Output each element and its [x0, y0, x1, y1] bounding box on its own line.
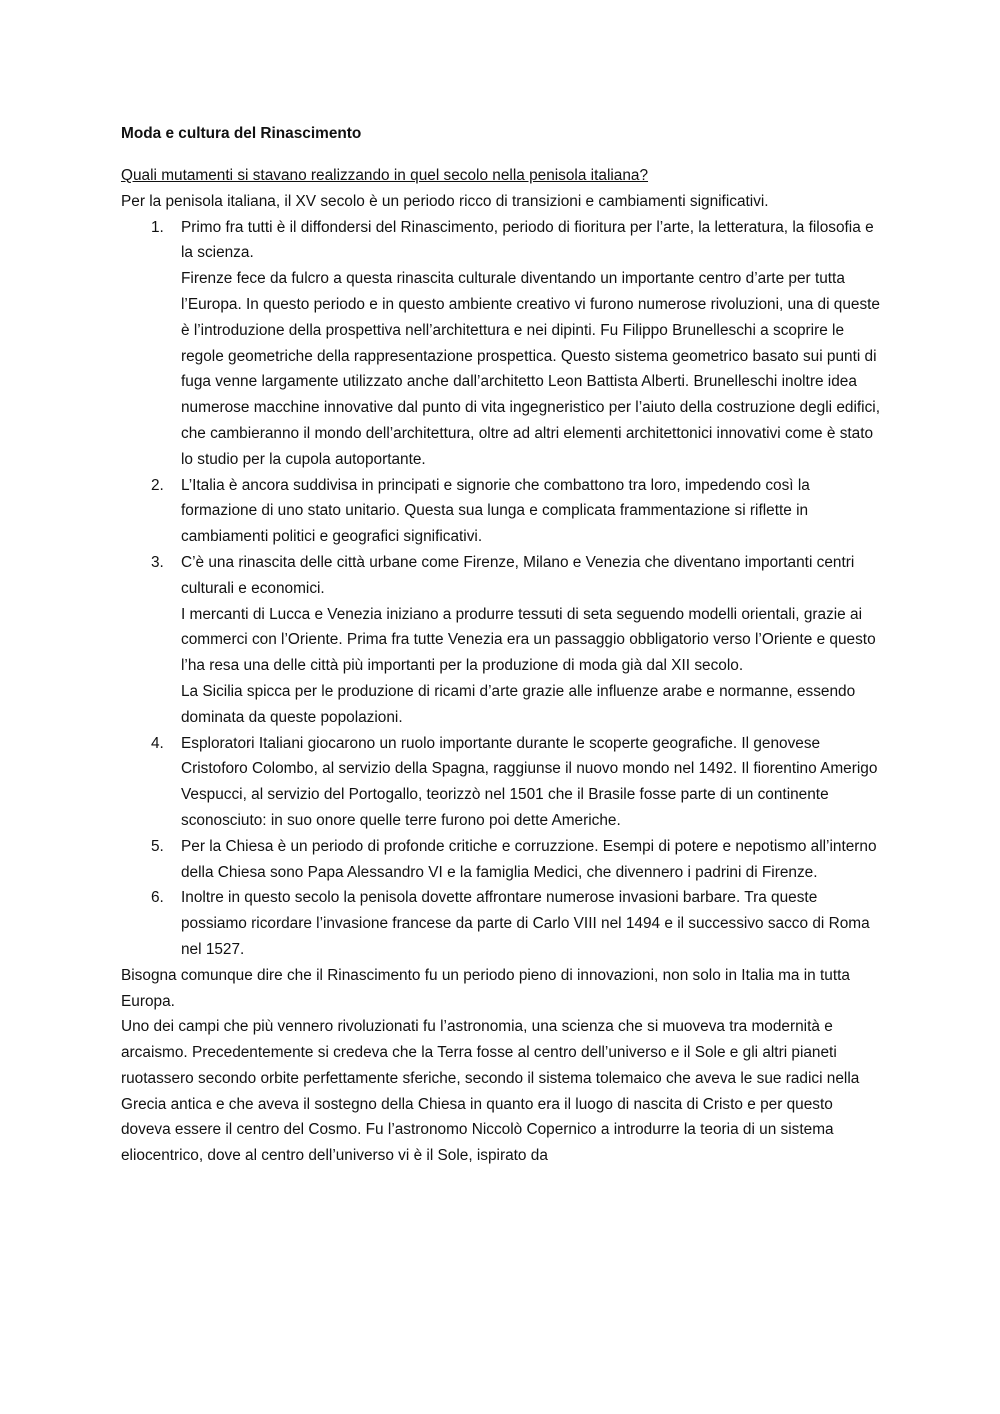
list-item-paragraph: C’è una rinascita delle città urbane come Firenze, Milano e Venezia che diventano importanti centri culturali e economici.: [181, 553, 855, 597]
list-item: [121, 731, 881, 834]
list-item-number: 2.: [151, 476, 164, 494]
list-item-number: 1.: [151, 218, 164, 236]
list-item-paragraph: Esploratori Italiani giocarono un ruolo importante durante le scoperte geografiche. Il genovese Cristoforo Colombo, al servizio della Spagna, raggiunse il nuovo mondo nel 1492. Il fiorentino Amerigo Vespucci, al servizio del Portogallo, teorizzò nel 1501 che il Brasile fosse parte di un continente sconosciuto: in suo onore quelle terre furono poi dette Americhe.: [181, 734, 878, 829]
list-item-paragraph: La Sicilia spicca per le produzione di ricami d’arte grazie alle influenze arabe e normanne, essendo dominata da queste popolazioni.: [181, 682, 856, 726]
list-item-paragraph: Per la Chiesa è un periodo di profonde critiche e corruzzione. Esempi di potere e nepotismo all’interno della Chiesa sono Papa Alessandro VI e la famiglia Medici, che divennero i padrini di Firenze.: [181, 837, 877, 881]
numbered-list: [121, 215, 881, 963]
list-item-number: 5.: [151, 837, 164, 855]
document-title: Moda e cultura del Rinascimento: [121, 125, 362, 142]
list-item-paragraph: Primo fra tutti è il diffondersi del Rinascimento, periodo di fioritura per l’arte, la letteratura, la filosofia e la scienza.: [181, 218, 874, 262]
list-item: [121, 215, 881, 473]
closing-paragraph: Uno dei campi che più vennero rivoluzionati fu l’astronomia, una scienza che si muoveva tra modernità e arcaismo. Precedentemente si credeva che la Terra fosse al centro dell’universo e il Sole e gli altri pianeti ruotassero secondo orbite perfettamente sferiche, secondo il sistema tolemaico che aveva le sue radici nella Grecia antica e che aveva il sostegno della Chiesa in quanto era il luogo di nascita di Cristo e per questo doveva essere il centro del Cosmo. Fu l’astronomo Niccolò Copernico a introdurre la teoria di un sistema eliocentrico, dove al centro dell’universo vi è il Sole, ispirato da: [121, 1018, 860, 1165]
list-item-number: 3.: [151, 553, 164, 571]
closing-paragraph: Bisogna comunque dire che il Rinascimento fu un periodo pieno di innovazioni, non solo in Italia ma in tutta Europa.: [121, 966, 850, 1010]
list-item: [121, 834, 881, 886]
list-item-number: 6.: [151, 889, 164, 907]
list-item: [121, 885, 881, 962]
list-item-paragraph: Inoltre in questo secolo la penisola dovette affrontare numerose invasioni barbare. Tra queste possiamo ricordare l’invasione francese da parte di Carlo VIII nel 1494 e il successivo sacco di Roma nel 1527.: [181, 889, 870, 958]
list-item-paragraph: L’Italia è ancora suddivisa in principati e signorie che combattono tra loro, impedendo così la formazione di uno stato unitario. Questa sua lunga e complicata frammentazione si riflette in cambiamenti politici e geografici significativi.: [181, 476, 810, 546]
list-item-number: 4.: [151, 734, 164, 752]
section-question: Quali mutamenti si stavano realizzando in quel secolo nella penisola italiana?: [121, 167, 649, 184]
list-item: [121, 473, 881, 550]
list-item: [121, 550, 881, 731]
intro-paragraph: Per la penisola italiana, il XV secolo è un periodo ricco di transizioni e cambiamenti significativi.: [121, 192, 769, 210]
document-page: [121, 121, 881, 1169]
list-item-paragraph: I mercanti di Lucca e Venezia iniziano a produrre tessuti di seta seguendo modelli orientali, grazie ai commerci con l’Oriente. Prima fra tutte Venezia era un passaggio obbligatorio verso l’Oriente e questo l’ha resa una delle città più importanti per la produzione di moda già dal XII secolo.: [181, 605, 876, 675]
list-item-paragraph: Firenze fece da fulcro a questa rinascita culturale diventando un importante centro d’arte per tutta l’Europa. In questo periodo e in questo ambiente creativo vi furono numerose rivoluzioni, una di queste è l’introduzione della prospettiva nell’architettura e nei dipinti. Fu Filippo Brunelleschi a scoprire le regole geometriche della rappresentazione prospettica. Questo sistema geometrico basato sui punti di fuga venne largamente utilizzato anche dall’architetto Leon Battista Alberti. Brunelleschi inoltre idea numerose macchine innovative dal punto di vita ingegneristico per l’aiuto della costruzione degli edifici, che cambieranno il mondo dell’architettura, oltre ad altri elementi architettonici innovativi come è stato lo studio per la cupola autoportante.: [181, 270, 880, 468]
